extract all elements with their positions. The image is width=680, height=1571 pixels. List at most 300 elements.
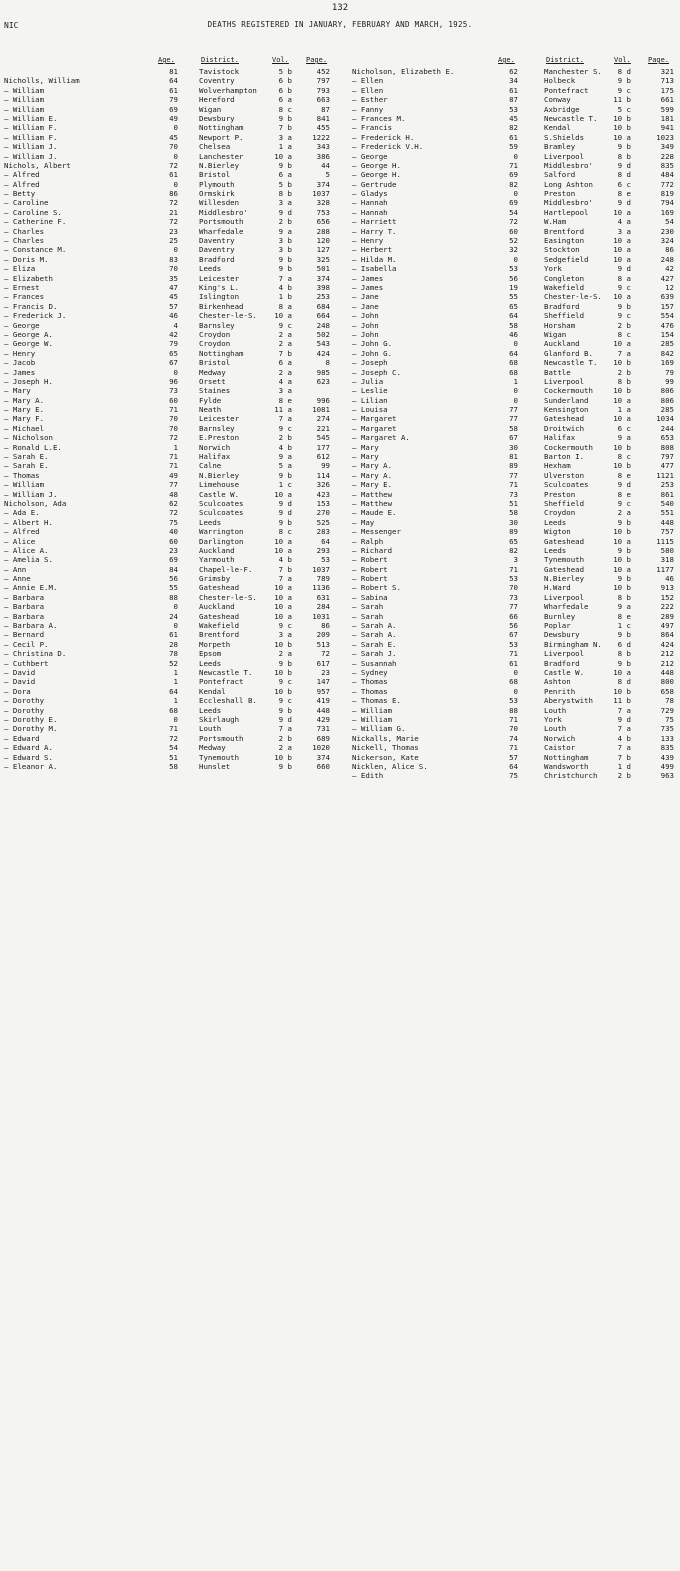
- entry-age: 42: [169, 329, 178, 339]
- entry-vol: 8 e: [278, 395, 292, 405]
- entry-age: 56: [509, 621, 518, 631]
- entry-vol: 10 a: [613, 564, 631, 574]
- register-row: [4, 743, 344, 752]
- entry-name: — Edward: [4, 733, 40, 743]
- register-row: [352, 414, 680, 423]
- entry-name: — Bernard: [4, 630, 45, 640]
- entry-district: Tynemouth: [199, 752, 240, 762]
- entry-vol: 6 c: [617, 179, 631, 189]
- entry-name: — Constance M.: [4, 245, 67, 255]
- register-row: [352, 583, 680, 592]
- entry-name: — Hannah: [352, 207, 388, 217]
- entry-page: 8: [325, 358, 330, 368]
- entry-vol: 9 b: [278, 470, 292, 480]
- entry-name: — Henry: [352, 236, 384, 246]
- entry-age: 77: [509, 602, 518, 612]
- entry-district: Islington: [199, 292, 240, 302]
- register-row: [4, 255, 344, 264]
- entry-page: 540: [660, 498, 674, 508]
- entry-vol: 9 b: [617, 630, 631, 640]
- entry-page: 797: [316, 76, 330, 86]
- register-row: [352, 236, 680, 245]
- entry-vol: 9 b: [617, 545, 631, 555]
- entry-vol: 3 b: [278, 245, 292, 255]
- entry-page: 248: [316, 320, 330, 330]
- entry-vol: 10 b: [613, 583, 631, 593]
- entry-vol: 9 b: [278, 761, 292, 771]
- entry-vol: 3 b: [278, 236, 292, 246]
- register-row: [4, 264, 344, 273]
- entry-district: Daventry: [199, 236, 235, 246]
- entry-age: 61: [509, 132, 518, 142]
- entry-name: — Eliza: [4, 264, 36, 274]
- entry-name: — John: [352, 329, 379, 339]
- left-entries: [4, 67, 344, 771]
- register-row: [4, 687, 344, 696]
- entry-district: Leicester: [199, 273, 240, 283]
- register-row: [4, 217, 344, 226]
- entry-age: 65: [169, 348, 178, 358]
- entry-name: — Mary: [352, 452, 379, 462]
- entry-district: Birkenhead: [199, 301, 244, 311]
- entry-age: 45: [509, 113, 518, 123]
- register-row: [4, 640, 344, 649]
- entry-age: 87: [509, 95, 518, 105]
- entry-age: 65: [509, 301, 518, 311]
- entry-vol: 4 b: [278, 555, 292, 565]
- entry-age: 77: [509, 470, 518, 480]
- register-row: [4, 443, 344, 452]
- entry-vol: 10 a: [274, 583, 292, 593]
- register-row: [352, 142, 680, 151]
- entry-age: 81: [509, 452, 518, 462]
- entry-age: 23: [169, 226, 178, 236]
- entry-name: — Alice: [4, 536, 36, 546]
- entry-age: 81: [169, 67, 178, 76]
- entry-name: — Sarah E.: [352, 639, 397, 649]
- entry-vol: 10 a: [274, 489, 292, 499]
- entry-vol: 5 b: [278, 67, 292, 76]
- entry-age: 96: [169, 376, 178, 386]
- entry-name: Nickalls, Marie: [352, 733, 419, 743]
- entry-district: Dewsbury: [199, 113, 235, 123]
- entry-name: — Ralph: [352, 536, 384, 546]
- entry-age: 0: [513, 395, 518, 405]
- entry-district: Gateshead: [544, 536, 585, 546]
- entry-age: 57: [509, 752, 518, 762]
- entry-page: 502: [316, 329, 330, 339]
- entry-district: Bristol: [199, 358, 231, 368]
- entry-vol: 9 b: [617, 574, 631, 584]
- register-row: [352, 217, 680, 226]
- entry-vol: 9 c: [278, 696, 292, 706]
- entry-name: — Frederick H.: [352, 132, 415, 142]
- entry-name: — William: [352, 705, 393, 715]
- register-row: [4, 734, 344, 743]
- entry-vol: 9 d: [617, 480, 631, 490]
- entry-vol: 10 b: [274, 752, 292, 762]
- entry-name: — John: [352, 311, 379, 321]
- entry-name: — Margaret: [352, 414, 397, 424]
- entry-name: — Dora: [4, 686, 31, 696]
- entry-name: — Edith: [352, 771, 384, 781]
- entry-name: Nicholls, William: [4, 76, 80, 86]
- entry-name: — Fanny: [352, 104, 384, 114]
- entry-name: — Mary A.: [352, 470, 393, 480]
- register-row: [352, 330, 680, 339]
- entry-name: — May: [352, 517, 375, 527]
- entry-vol: 5 c: [617, 104, 631, 114]
- entry-district: Sedgefield: [544, 254, 589, 264]
- entry-page: 639: [660, 292, 674, 302]
- register-row: [4, 133, 344, 142]
- entry-page: 175: [660, 85, 674, 95]
- entry-district: Portsmouth: [199, 217, 244, 227]
- entry-vol: 10 a: [274, 536, 292, 546]
- entry-name: — Hannah: [352, 198, 388, 208]
- entry-district: Chapel-le-F.: [199, 564, 253, 574]
- entry-age: 59: [509, 142, 518, 152]
- entry-age: 24: [169, 611, 178, 621]
- entry-age: 1: [173, 668, 178, 677]
- entry-district: Ulverston: [544, 470, 585, 480]
- entry-page: 222: [660, 602, 674, 612]
- entry-name: — Lilian: [352, 395, 388, 405]
- entry-age: 69: [509, 198, 518, 208]
- entry-district: Middlesbro': [544, 160, 593, 170]
- entry-vol: 2 b: [617, 367, 631, 377]
- entry-age: 79: [169, 339, 178, 349]
- entry-district: Leeds: [199, 658, 222, 668]
- register-row: [352, 255, 680, 264]
- entry-vol: 9 c: [278, 320, 292, 330]
- register-row: [352, 386, 680, 395]
- entry-name: — William: [4, 104, 45, 114]
- entry-page: 656: [316, 217, 330, 227]
- entry-age: 4: [173, 320, 178, 330]
- entry-district: Pontefract: [544, 85, 589, 95]
- entry-age: 65: [509, 536, 518, 546]
- entry-page: 819: [660, 189, 674, 199]
- entry-district: Sheffield: [544, 311, 585, 321]
- entry-name: — Jane: [352, 292, 379, 302]
- entry-age: 56: [509, 273, 518, 283]
- entry-name: — Frances M.: [352, 113, 406, 123]
- entry-district: Eccleshall B.: [199, 696, 257, 706]
- entry-name: — William: [4, 85, 45, 95]
- entry-name: — William J.: [4, 142, 58, 152]
- entry-name: — Jane: [352, 301, 379, 311]
- entry-name: — William: [4, 95, 45, 105]
- entry-district: Bramley: [544, 142, 576, 152]
- entry-page: 285: [660, 339, 674, 349]
- entry-age: 71: [509, 649, 518, 659]
- entry-name: — Robert S.: [352, 583, 401, 593]
- entry-vol: 9 b: [278, 254, 292, 264]
- entry-age: 48: [169, 489, 178, 499]
- entry-name: — Maude E.: [352, 508, 397, 518]
- register-row: [4, 461, 344, 470]
- entry-vol: 10 a: [613, 414, 631, 424]
- register-row: [4, 753, 344, 762]
- entry-district: Preston: [544, 489, 576, 499]
- register-row: [352, 743, 680, 752]
- entry-page: 120: [316, 236, 330, 246]
- register-row: [352, 527, 680, 536]
- entry-district: Barnsley: [199, 423, 235, 433]
- entry-vol: 9 d: [617, 264, 631, 274]
- entry-district: Pontefract: [199, 677, 244, 687]
- register-row: [4, 659, 344, 668]
- entry-name: — Herbert: [352, 245, 393, 255]
- register-row: [4, 508, 344, 517]
- register-row: [352, 339, 680, 348]
- entry-age: 72: [169, 217, 178, 227]
- entry-name: — Sabina: [352, 592, 388, 602]
- register-row: [4, 161, 344, 170]
- register-row: [4, 405, 344, 414]
- entry-district: Castle W.: [199, 489, 240, 499]
- entry-age: 52: [509, 236, 518, 246]
- entry-district: Skirlaugh: [199, 714, 240, 724]
- entry-name: — Caroline: [4, 198, 49, 208]
- entry-page: 913: [660, 583, 674, 593]
- entry-district: Wakefield: [199, 621, 240, 631]
- entry-age: 46: [509, 329, 518, 339]
- register-row: [352, 133, 680, 142]
- entry-page: 221: [316, 423, 330, 433]
- entry-age: 75: [509, 771, 518, 781]
- entry-age: 54: [169, 743, 178, 753]
- entry-page: 230: [660, 226, 674, 236]
- entry-page: 599: [660, 104, 674, 114]
- entry-page: 1037: [312, 564, 330, 574]
- entry-age: 88: [169, 592, 178, 602]
- entry-district: Wigan: [199, 104, 222, 114]
- entry-name: — Ann: [4, 564, 27, 574]
- entry-name: — Gertrude: [352, 179, 397, 189]
- entry-page: 448: [316, 705, 330, 715]
- entry-district: York: [544, 714, 562, 724]
- entry-page: 729: [660, 705, 674, 715]
- entry-district: Glanford B.: [544, 348, 593, 358]
- entry-district: Hartlepool: [544, 207, 589, 217]
- register-row: [352, 311, 680, 320]
- entry-vol: 1 a: [278, 142, 292, 152]
- entry-page: 86: [321, 621, 330, 631]
- entry-name: — Edward S.: [4, 752, 53, 762]
- entry-age: 54: [509, 207, 518, 217]
- entry-district: Poplar: [544, 621, 571, 631]
- entry-name: — David: [4, 668, 36, 677]
- entry-name: — Matthew: [352, 489, 393, 499]
- entry-name: — Dorothy: [4, 696, 45, 706]
- entry-page: 212: [660, 658, 674, 668]
- entry-name: — Leslie: [352, 386, 388, 396]
- entry-vol: 4 b: [278, 442, 292, 452]
- entry-vol: 8 d: [617, 67, 631, 76]
- entry-name: — William F.: [4, 132, 58, 142]
- entry-age: 0: [173, 714, 178, 724]
- entry-age: 0: [173, 367, 178, 377]
- register-row: [352, 405, 680, 414]
- entry-page: 285: [660, 405, 674, 415]
- register-row: [4, 377, 344, 386]
- entry-name: — John: [352, 320, 379, 330]
- entry-district: Hexham: [544, 461, 571, 471]
- register-row: [352, 696, 680, 705]
- entry-district: Staines: [199, 386, 231, 396]
- entry-name: — Mary E.: [4, 405, 45, 415]
- entry-page: 248: [660, 254, 674, 264]
- entry-age: 58: [509, 320, 518, 330]
- entry-district: Caistor: [544, 743, 576, 753]
- entry-name: — Sarah A.: [352, 621, 397, 631]
- register-row: [352, 86, 680, 95]
- entry-district: Sheffield: [544, 498, 585, 508]
- entry-district: Ormskirk: [199, 189, 235, 199]
- entry-age: 61: [169, 170, 178, 180]
- entry-age: 82: [509, 179, 518, 189]
- register-row: [4, 349, 344, 358]
- age-header: Age.: [158, 56, 175, 64]
- entry-page: 177: [316, 442, 330, 452]
- entry-district: Long Ashton: [544, 179, 593, 189]
- entry-vol: 3 a: [278, 132, 292, 142]
- register-row: [352, 433, 680, 442]
- entry-age: 1: [173, 696, 178, 706]
- entry-page: 53: [321, 555, 330, 565]
- entry-page: 941: [660, 123, 674, 133]
- entry-vol: 7 b: [278, 564, 292, 574]
- entry-name: — Charles: [4, 226, 45, 236]
- entry-district: Burnley: [544, 611, 576, 621]
- entry-age: 56: [169, 574, 178, 584]
- entry-name: — Mary F.: [4, 414, 45, 424]
- entry-age: 34: [509, 76, 518, 86]
- entry-name: — Betty: [4, 189, 36, 199]
- entry-name: — Albert H.: [4, 517, 53, 527]
- entry-vol: 8 b: [617, 376, 631, 386]
- entry-age: 62: [169, 498, 178, 508]
- entry-district: Liverpool: [544, 151, 585, 161]
- entry-page: 386: [316, 151, 330, 161]
- entry-vol: 10 b: [613, 527, 631, 537]
- entry-district: Tynemouth: [544, 555, 585, 565]
- entry-name: — Joseph H.: [4, 376, 53, 386]
- entry-age: 72: [169, 198, 178, 208]
- entry-name: — James: [4, 367, 36, 377]
- register-row: [352, 546, 680, 555]
- entry-district: Gateshead: [544, 564, 585, 574]
- entry-name: — Frances: [4, 292, 45, 302]
- entry-vol: 10 a: [274, 592, 292, 602]
- entry-age: 0: [513, 254, 518, 264]
- entry-vol: 8 a: [278, 301, 292, 311]
- entry-page: 835: [660, 160, 674, 170]
- right-column-header: [352, 56, 680, 67]
- register-row: [352, 452, 680, 461]
- entry-vol: 11 b: [613, 95, 631, 105]
- entry-page: 554: [660, 311, 674, 321]
- entry-page: 794: [660, 198, 674, 208]
- entry-district: Chester-le-S.: [544, 292, 602, 302]
- entry-name: — Mary A.: [4, 395, 45, 405]
- entry-district: Morpeth: [199, 639, 231, 649]
- district-header: District.: [546, 56, 584, 64]
- register-row: [352, 274, 680, 283]
- entry-vol: 10 a: [613, 339, 631, 349]
- entry-name: — Matthew: [352, 498, 393, 508]
- entry-name: — Ellen: [352, 76, 384, 86]
- entry-name: — Alice A.: [4, 545, 49, 555]
- register-row: [352, 67, 680, 76]
- entry-page: 757: [660, 527, 674, 537]
- entry-page: 349: [660, 142, 674, 152]
- entry-age: 64: [509, 348, 518, 358]
- entry-page: 274: [316, 414, 330, 424]
- entry-page: 580: [660, 545, 674, 555]
- register-row: [4, 321, 344, 330]
- entry-page: 78: [665, 696, 674, 706]
- entry-vol: 4 a: [617, 217, 631, 227]
- entry-page: 808: [660, 442, 674, 452]
- entry-district: Neath: [199, 405, 222, 415]
- entry-vol: 10 a: [274, 151, 292, 161]
- entry-vol: 10 a: [613, 254, 631, 264]
- entry-vol: 10 b: [274, 639, 292, 649]
- entry-district: Preston: [544, 189, 576, 199]
- register-row: [352, 227, 680, 236]
- entry-vol: 10 a: [274, 611, 292, 621]
- entry-age: 67: [169, 358, 178, 368]
- entry-vol: 7 a: [617, 348, 631, 358]
- entry-page: 797: [660, 452, 674, 462]
- register-row: [4, 574, 344, 583]
- entry-district: N.Bierley: [199, 160, 240, 170]
- entry-age: 40: [169, 527, 178, 537]
- entry-age: 69: [169, 104, 178, 114]
- register-row: [352, 321, 680, 330]
- entry-name: — Ronald L.E.: [4, 442, 62, 452]
- entry-district: Cockermouth: [544, 386, 593, 396]
- entry-name: — Anne: [4, 574, 31, 584]
- register-row: [352, 706, 680, 715]
- entry-name: — Francis: [352, 123, 393, 133]
- entry-name: — Dorothy: [4, 705, 45, 715]
- entry-page: 545: [316, 433, 330, 443]
- entry-vol: 7 a: [278, 724, 292, 734]
- entry-vol: 9 c: [617, 498, 631, 508]
- entry-page: 133: [660, 733, 674, 743]
- entry-vol: 9 d: [278, 508, 292, 518]
- entry-vol: 9 b: [278, 113, 292, 123]
- entry-age: 30: [509, 517, 518, 527]
- entry-age: 55: [509, 292, 518, 302]
- register-row: [4, 170, 344, 179]
- entry-age: 61: [169, 85, 178, 95]
- entry-name: — Ada E.: [4, 508, 40, 518]
- entry-name: — Alfred: [4, 179, 40, 189]
- entry-district: Medway: [199, 367, 226, 377]
- entry-vol: 7 b: [278, 348, 292, 358]
- entry-district: Kensington: [544, 405, 589, 415]
- entry-age: 28: [169, 639, 178, 649]
- entry-vol: 7 a: [278, 574, 292, 584]
- register-row: [352, 264, 680, 273]
- entry-age: 72: [169, 160, 178, 170]
- entry-vol: 10 b: [613, 358, 631, 368]
